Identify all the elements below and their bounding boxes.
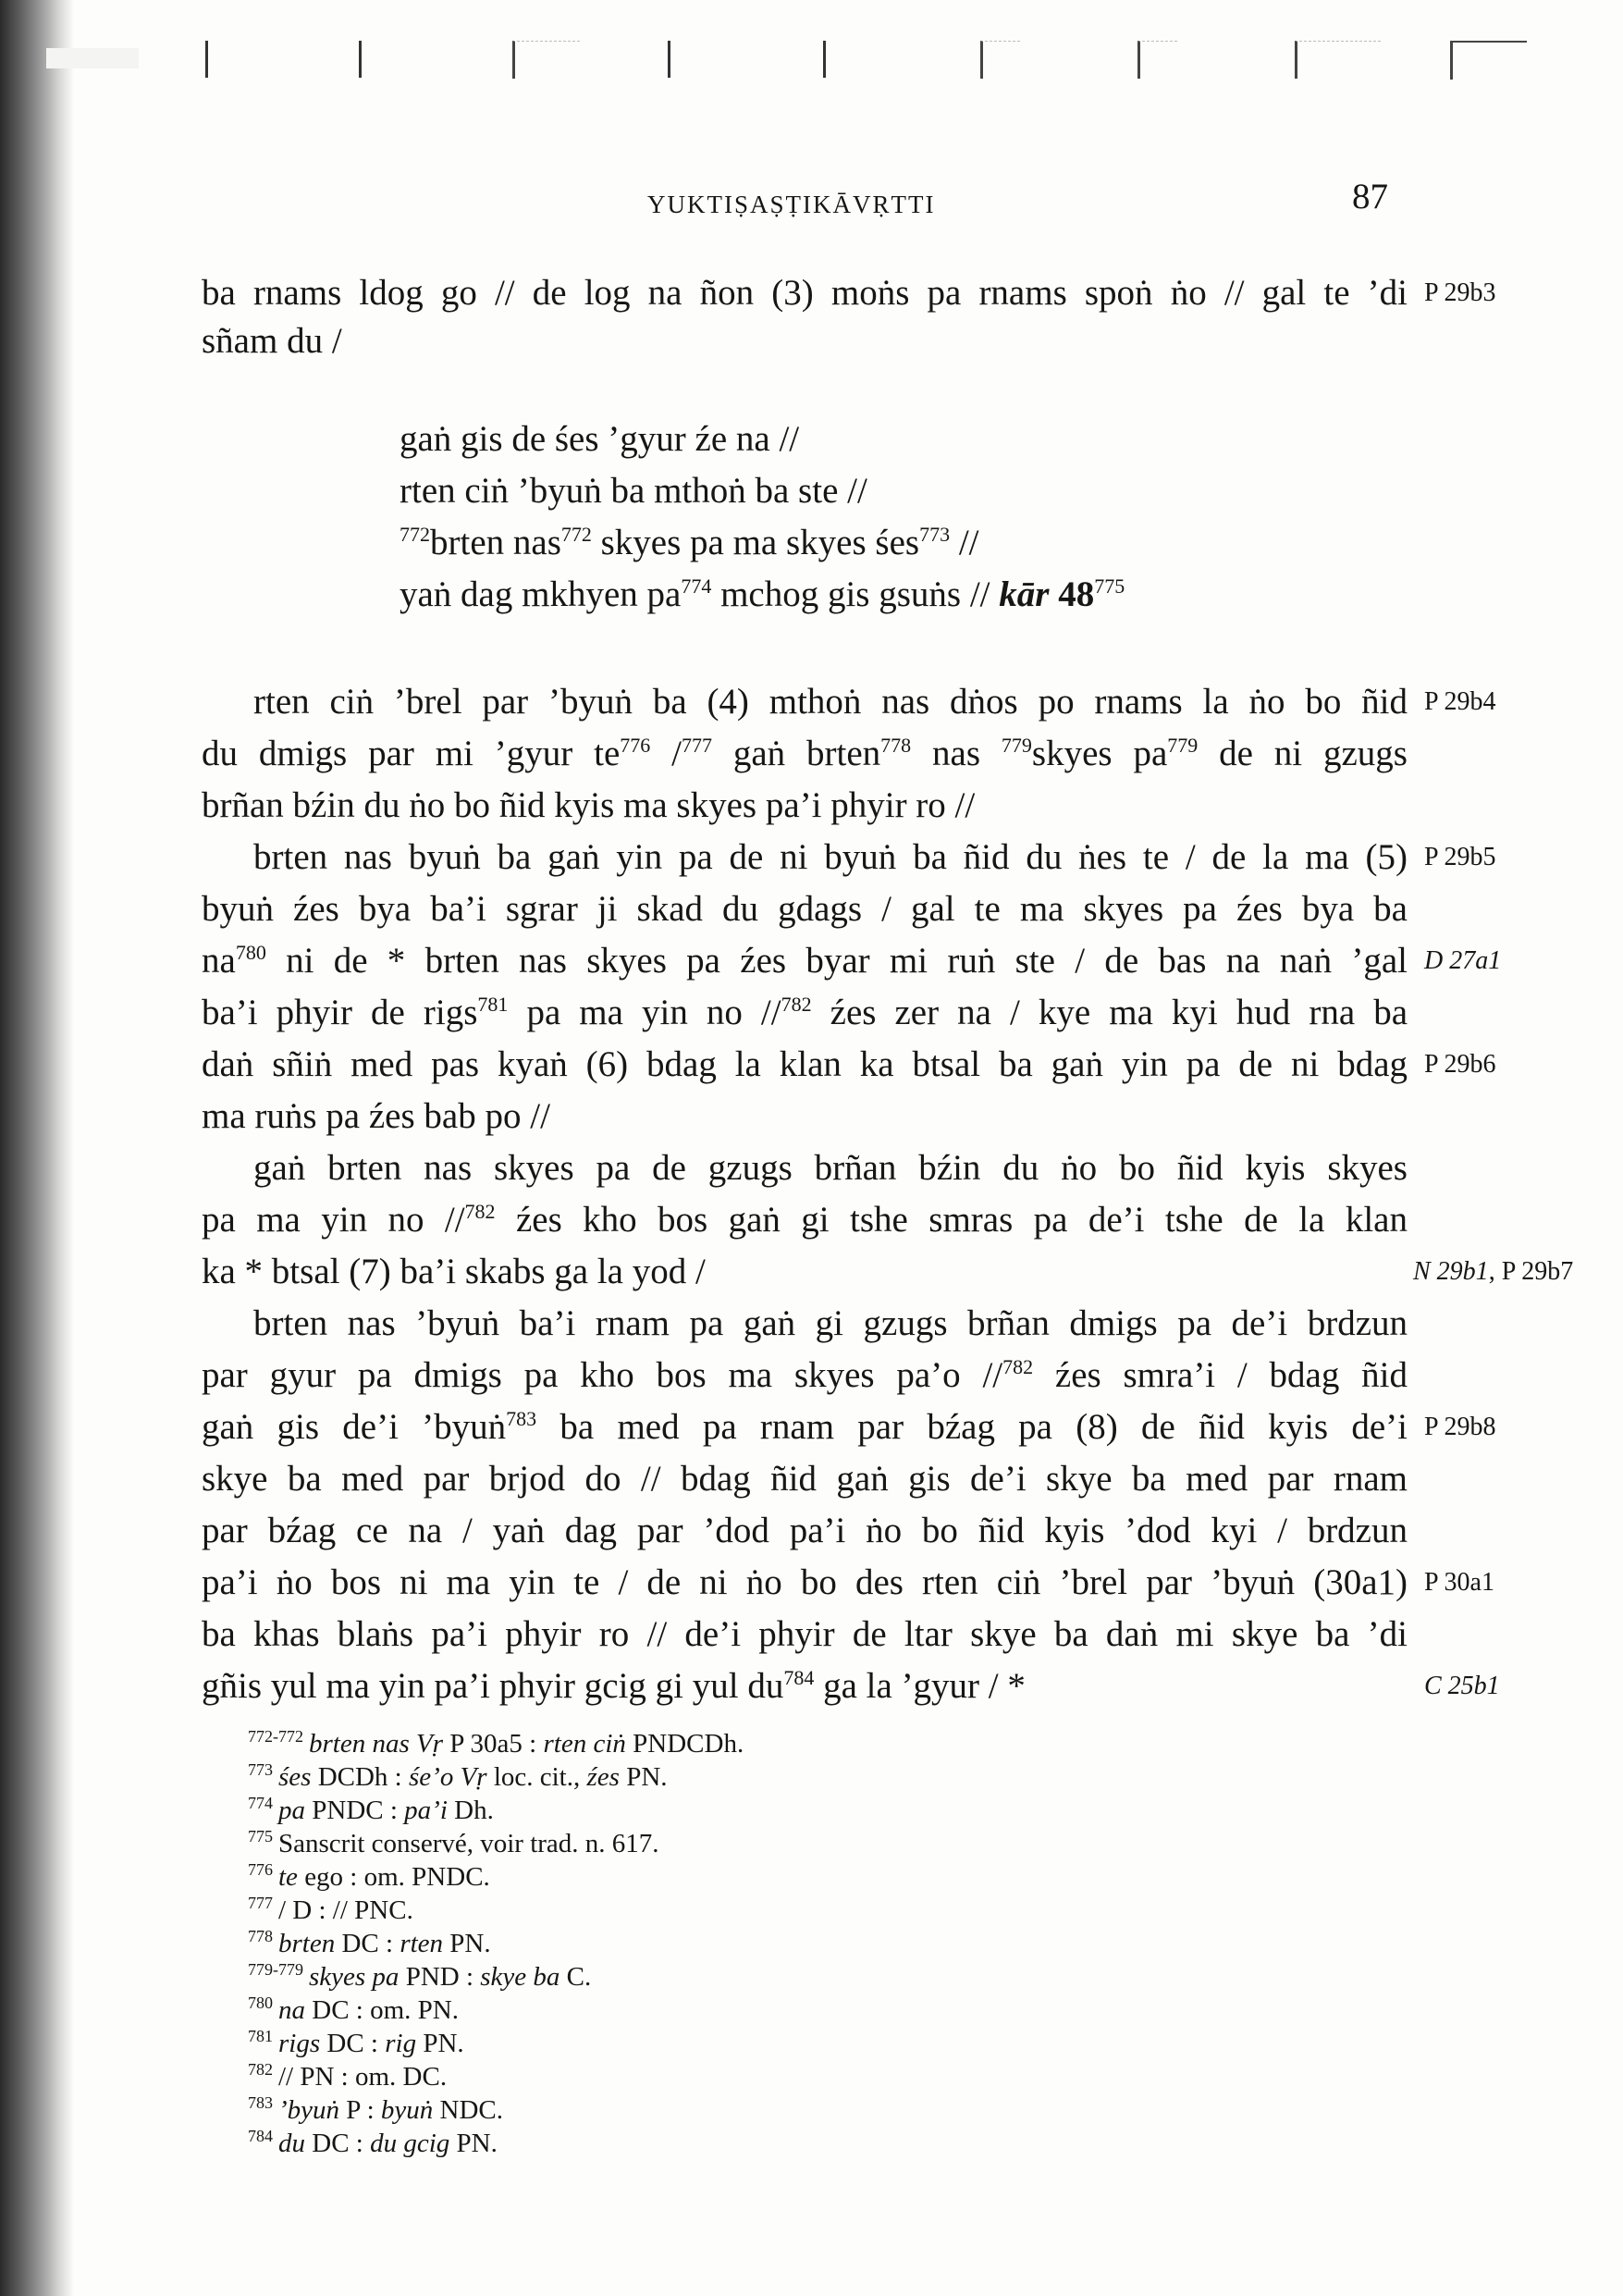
footnote: $^{773}$ śes DCDh : śe’o Vṛ loc. cit., źes PN. — [248, 1760, 668, 1792]
text-line: gaṅ gis de’i ’byuṅ$^{783}$ ba med pa rnam par bźag pa (8) de ñid kyis de’i — [202, 1407, 1408, 1447]
footnote: $^{774}$ pa PNDC : pa’i Dh. — [248, 1794, 494, 1825]
scan-spine-shadow — [0, 0, 74, 2296]
page-number: 87 — [1352, 177, 1388, 216]
edge-tick — [359, 41, 362, 78]
text-line: daṅ sñiṅ med pas kyaṅ (6) bdag la klan ka btsal ba gaṅ yin pa de ni bdag — [202, 1044, 1408, 1084]
edge-tick — [1450, 41, 1527, 80]
scan-top-edge — [0, 0, 1623, 83]
footnote: $^{777}$ / D : // PNC. — [248, 1894, 413, 1925]
margin-folio-ref: C 25b1 — [1424, 1672, 1500, 1700]
text-line: skye ba med par brjod do // bdag ñid gaṅ gis de’i skye ba med par rnam — [202, 1459, 1408, 1499]
text-line: ba khas blaṅs pa’i phyir ro // de’i phyir de ltar skye ba daṅ mi skye ba ’di — [202, 1614, 1408, 1654]
text-line: byuṅ źes bya ba’i sgrar ji skad du gdags / gal te ma skyes pa źes bya ba — [202, 889, 1408, 929]
running-title: YUKTIṢAṢṬIKĀVṚTTI — [647, 191, 936, 218]
footnote: $^{784}$ du DC : du gcig PN. — [248, 2127, 498, 2158]
text-line: par gyur pa dmigs pa kho bos ma skyes pa’o //$^{782}$ źes smra’i / bdag ñid — [202, 1355, 1408, 1395]
text-line: brten nas ’byuṅ ba’i rnam pa gaṅ gi gzugs brñan dmigs pa de’i brdzun — [253, 1303, 1408, 1343]
page-header — [0, 176, 1623, 231]
text-line: ba’i phyir de rigs$^{781}$ pa ma yin no //$^{782}$ źes zer na / kye ma kyi hud rna ba — [202, 993, 1408, 1032]
margin-folio-ref: P 29b5 — [1424, 843, 1496, 871]
edge-tick — [512, 41, 580, 79]
verse-line: rten ciṅ ’byuṅ ba mthoṅ ba ste // — [400, 471, 867, 511]
verse-line: yaṅ dag mkhyen $pa^{774}$ mchog gis gsuṅs // kār $48^{775}$ — [400, 574, 1125, 614]
text-line: ba rnams ldog go // de log na ñon (3) moṅs pa rnams spoṅ ṅo // gal te ’di — [202, 273, 1408, 313]
text-line: ma ruṅs pa źes bab po // — [202, 1096, 550, 1136]
text-line: rten ciṅ ’brel par ’byuṅ ba (4) mthoṅ nas dṅos po rnams la ṅo bo ñid — [253, 682, 1408, 722]
edge-tick — [980, 41, 1020, 79]
footnote: $^{776}$ te ego : om. PNDC. — [248, 1860, 490, 1892]
footnote: $^{772-772}$ brten nas Vṛ P 30a5 : rten ciṅ PNDCDh. — [248, 1727, 744, 1759]
margin-folio-ref: P 30a1 — [1424, 1568, 1494, 1597]
edge-tick — [1137, 41, 1177, 79]
footnote: $^{780}$ na DC : om. PN. — [248, 1994, 459, 2025]
margin-folio-ref: P 29b4 — [1424, 687, 1496, 716]
footnote: $^{778}$ brten DC : rten PN. — [248, 1927, 491, 1958]
margin-folio-ref: P 29b8 — [1424, 1413, 1496, 1441]
text-line: du dmigs par mi ’gyur $te^{776}$ /$^{777}$ gaṅ brten$^{778}$ nas $^{779}$skyes $pa^{779}$ de ni gzugs — [202, 734, 1408, 773]
margin-folio-ref: P 29b3 — [1424, 278, 1496, 307]
text-line: par bźag ce na / yaṅ dag par ’dod pa’i ṅo bo ñid kyis ’dod kyi / brdzun — [202, 1511, 1408, 1550]
text-line: gñis yul ma yin pa’i phyir gcig gi yul $du^{784}$ ga la ’gyur / * — [202, 1666, 1026, 1706]
margin-folio-ref: D 27a1 — [1424, 946, 1502, 975]
footnote: $^{781}$ rigs DC : rig PN. — [248, 2027, 464, 2058]
margin-folio-ref: N 29b1, P 29b7 — [1413, 1257, 1574, 1286]
text-line: sñam du / — [202, 321, 342, 361]
footnote: $^{782}$ // PN : om. DC. — [248, 2060, 448, 2092]
text-line: ka * btsal (7) ba’i skabs ga la yod / — [202, 1252, 706, 1291]
edge-tick — [205, 41, 208, 78]
text-line: brñan bźin du ṅo bo ñid kyis ma skyes pa’i phyir ro // — [202, 785, 976, 825]
footnote: $^{775}$ Sanscrit conservé, voir trad. n. 617. — [248, 1827, 659, 1858]
text-line: $na^{780}$ ni de * brten nas skyes pa źes byar mi ruṅ ste / de bas na naṅ ’gal — [202, 941, 1408, 981]
edge-tick — [823, 41, 826, 78]
text-line: brten nas byuṅ ba gaṅ yin pa de ni byuṅ ba ñid du ṅes te / de la ma (5) — [253, 837, 1408, 877]
verse-line: gaṅ gis de śes ’gyur źe na // — [400, 419, 800, 459]
text-line: pa’i ṅo bos ni ma yin te / de ni ṅo bo des rten ciṅ ’brel par ’byuṅ (30a1) — [202, 1562, 1408, 1602]
edge-tick — [1295, 41, 1381, 79]
footnote: $^{779-779}$ skyes pa PND : skye ba C. — [248, 1960, 592, 1992]
text-line: gaṅ brten nas skyes pa de gzugs brñan bźin du ṅo bo ñid kyis skyes — [253, 1148, 1408, 1188]
margin-folio-ref: P 29b6 — [1424, 1050, 1496, 1079]
text-line: pa ma yin no //$^{782}$ źes kho bos gaṅ gi tshe smras pa de’i tshe de la klan — [202, 1200, 1408, 1240]
edge-tick — [668, 41, 670, 78]
footnote: $^{783}$ ’byuṅ P : byuṅ NDC. — [248, 2093, 503, 2125]
verse-line: $^{772}$brten nas$^{772}$ skyes pa ma skyes śes$^{773}$ // — [400, 523, 979, 562]
